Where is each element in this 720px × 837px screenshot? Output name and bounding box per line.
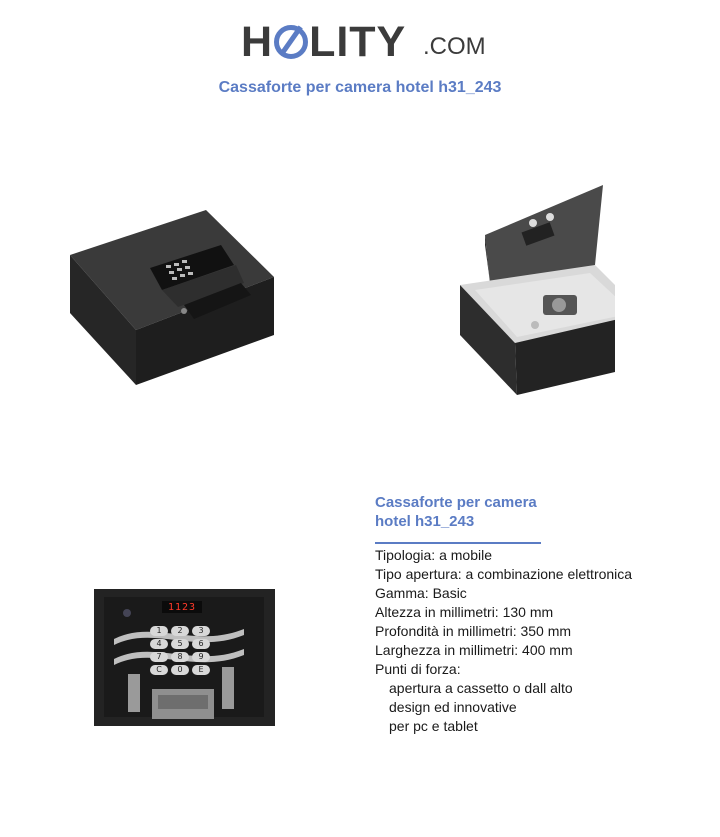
title-divider [375, 542, 541, 544]
keypad-key: 2 [171, 626, 189, 636]
spec-item: Larghezza in millimetri: 400 mm [375, 642, 573, 658]
keypad-key: 5 [171, 639, 189, 649]
strength-item: per pc e tablet [389, 718, 478, 734]
spec-item: Tipologia: a mobile [375, 547, 492, 563]
spec-list [375, 546, 632, 736]
spec-item: Tipo apertura: a combinazione elettronica [375, 566, 633, 582]
page-title: Cassaforte per camera hotel h31_243 [218, 79, 502, 96]
keypad-key: 4 [150, 639, 168, 649]
keypad-key: 3 [192, 626, 210, 636]
keypad-key: 1 [150, 626, 168, 636]
logo-o-icon [274, 25, 308, 59]
strength-item: design ed innovative [389, 699, 517, 715]
logo-wordmark: H LITY [241, 18, 407, 66]
keypad-key: 7 [150, 652, 168, 662]
keypad-key: 0 [171, 665, 189, 675]
spec-item: Punti di forza: [375, 661, 461, 677]
logo-tld: .COM [423, 33, 486, 60]
product-photo-closed-safe [66, 205, 281, 390]
spec-item: Profondità in millimetri: 350 mm [375, 623, 572, 639]
spec-item: Altezza in millimetri: 130 mm [375, 604, 554, 620]
keypad-grid [150, 626, 214, 675]
keypad-key: 6 [192, 639, 210, 649]
product-photo-open-safe [455, 185, 615, 400]
strength-item: apertura a cassetto o dall alto [389, 680, 573, 696]
product-title: Cassaforte per camera hotel h31_243 [375, 494, 537, 530]
keypad-key: E [192, 665, 210, 675]
keypad-key: 9 [192, 652, 210, 662]
keypad-key: 8 [171, 652, 189, 662]
keypad-key: C [150, 665, 168, 675]
spec-item: Gamma: Basic [375, 585, 467, 601]
keypad-display: 1123 [167, 602, 197, 613]
site-logo[interactable] [241, 18, 486, 66]
